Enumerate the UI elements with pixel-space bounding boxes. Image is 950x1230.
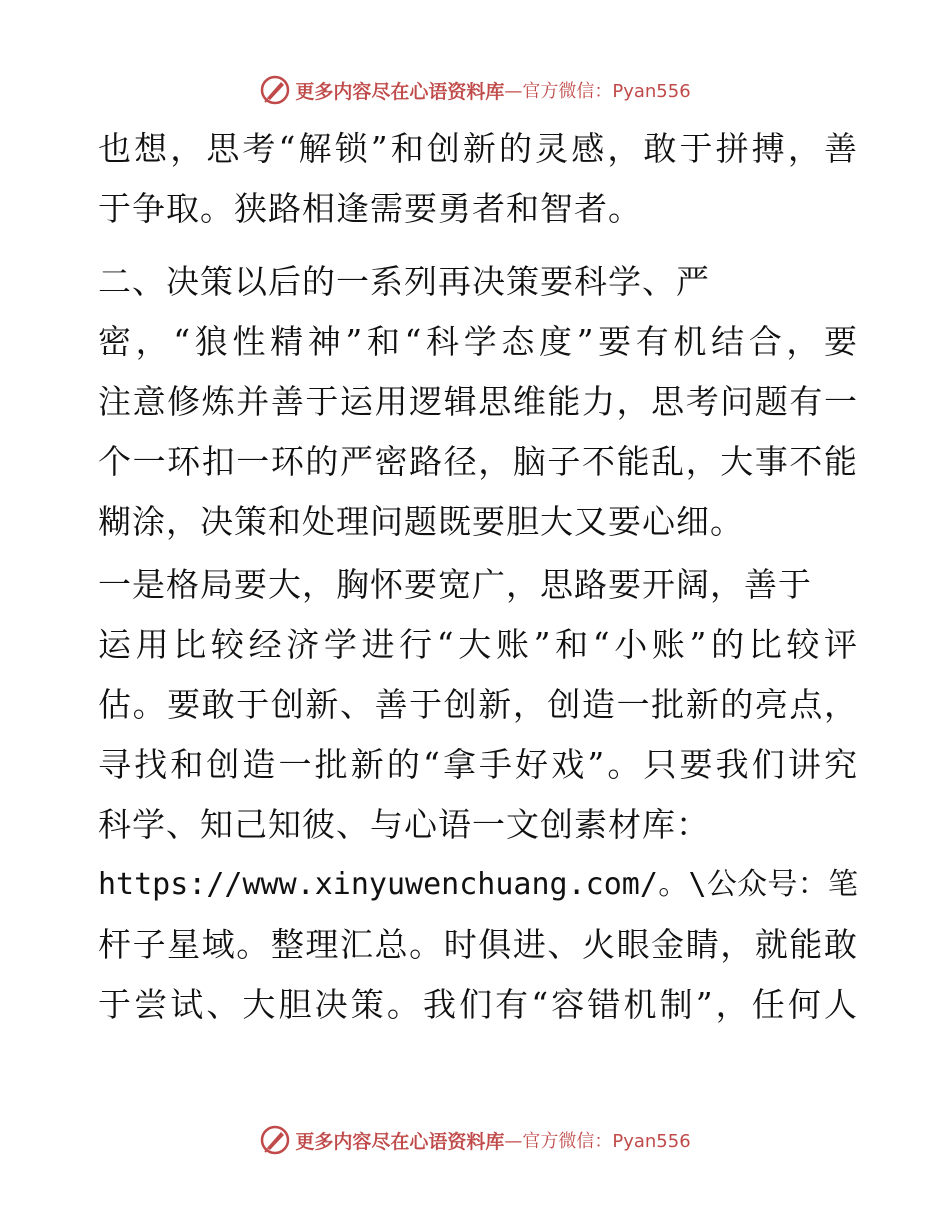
text-line: 密，“狼性精神”和“科学态度”要有机结合，要 [98,322,858,361]
text-line: 运用比较经济学进行“大账”和“小账”的比较评 [98,625,858,664]
text-line: 也想，思考“解锁”和创新的灵感，敢于拼搏，善 [98,129,858,168]
quill-logo-icon [259,74,291,106]
paragraph-1 [98,119,858,239]
paragraph-3 [98,555,858,1035]
text-line: 于争取。狭路相逢需要勇者和智者。 [98,189,642,228]
text-line: 杆子星域。整理汇总。时俱进、火眼金睛，就能敢 [98,925,858,964]
text-line: 糊涂，决策和处理问题既要胆大又要心细。 [98,502,744,541]
paragraph-2 [98,252,858,552]
text-line-url: https://www.xinyuwenchuang.com/。\公众号：笔 [98,867,858,902]
banner-contact: —官方微信：Pyan556 [504,81,691,102]
text-line: 估。要敢于创新、善于创新，创造一批新的亮点， [98,685,858,724]
text-line: 二、决策以后的一系列再决策要科学、严 [98,262,710,301]
quill-logo-icon [259,1124,291,1156]
text-line: 科学、知己知彼、与心语一文创素材库： [98,805,710,844]
text-line: 一是格局要大，胸怀要宽广，思路要开阔，善于 [98,565,812,604]
header-banner [0,70,950,110]
banner-title: 更多内容尽在心语资料库 [295,1130,505,1153]
text-line: 于尝试、大胆决策。我们有“容错机制”，任何人 [98,985,858,1024]
footer-banner [0,1120,950,1160]
text-line: 寻找和创造一批新的“拿手好戏”。只要我们讲究 [98,745,858,784]
banner-contact: —官方微信：Pyan556 [504,1131,691,1152]
text-line: 注意修炼并善于运用逻辑思维能力，思考问题有一 [98,382,858,421]
text-line: 个一环扣一环的严密路径，脑子不能乱，大事不能 [98,442,858,481]
banner-title: 更多内容尽在心语资料库 [295,80,505,103]
